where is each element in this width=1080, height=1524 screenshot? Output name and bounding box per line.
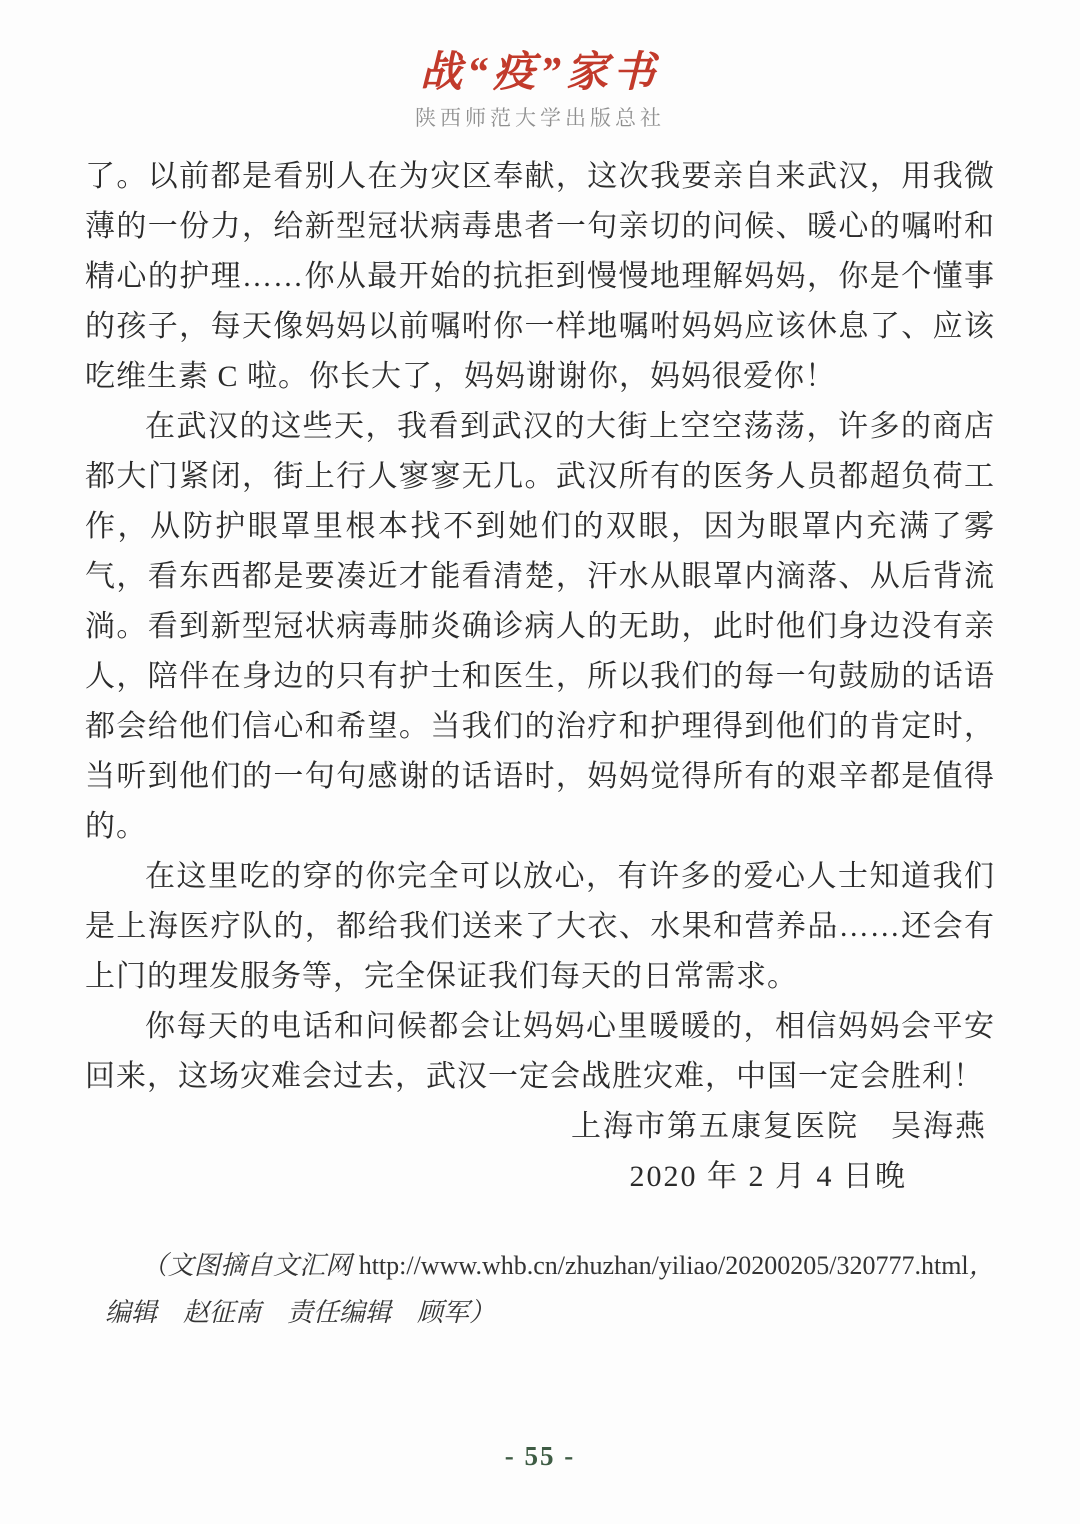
source-note (105, 1242, 995, 1336)
publisher-name: 陕西师范大学出版总社 (415, 107, 665, 131)
letter-paragraph: 在这里吃的穿的你完全可以放心，有许多的爱心人士知道我们是上海医疗队的，都给我们送来了大衣、水果和营养品……还会有上门的理发服务等，完全保证我们每天的日常需求。 (85, 860, 995, 993)
letter-body (85, 152, 995, 1336)
page-number: - 55 - (504, 1441, 576, 1471)
source-url: http://www.whb.cn/zhuzhan/yiliao/20200205/320777.html (358, 1251, 969, 1280)
page-footer (0, 1441, 1080, 1472)
book-title: 战“疫”家书 (419, 50, 660, 96)
source-note-prefix: （文图摘自文汇网 (141, 1251, 359, 1280)
letter-date: 2020 年 2 月 4 日晚 (629, 1160, 907, 1193)
letter-paragraph-continuation: 了。以前都是看别人在为灾区奉献，这次我要亲自来武汉，用我微薄的一份力，给新型冠状病毒患者一句亲切的问候、暖心的嘱咐和精心的护理……你从最开始的抗拒到慢慢地理解妈妈，你是个懂事的孩子，每天像妈妈以前嘱咐你一样地嘱咐妈妈应该休息了、应该吃维生素 C 啦。你长大了，妈妈谢谢你，妈妈很爱你！ (85, 160, 995, 393)
letter-paragraph: 你每天的电话和问候都会让妈妈心里暖暖的，相信妈妈会平安回来，这场灾难会过去，武汉一定会战胜灾难，中国一定会胜利！ (85, 1010, 995, 1093)
signature: 上海市第五康复医院 吴海燕 (571, 1110, 987, 1143)
source-note-suffix: ，编辑 赵征南 责任编辑 顾军） (105, 1251, 995, 1327)
letter-paragraph: 在武汉的这些天，我看到武汉的大街上空空荡荡，许多的商店都大门紧闭，街上行人寥寥无几。武汉所有的医务人员都超负荷工作，从防护眼罩里根本找不到她们的双眼，因为眼罩内充满了雾气，看东西都是要凑近才能看清楚，汗水从眼罩内滴落、从后背流淌。看到新型冠状病毒肺炎确诊病人的无助，此时他们身边没有亲人，陪伴在身边的只有护士和医生，所以我们的每一句鼓励的话语都会给他们信心和希望。当我们的治疗和护理得到他们的肯定时，当听到他们的一句句感谢的话语时，妈妈觉得所有的艰辛都是值得的。 (85, 410, 995, 843)
page-header (0, 50, 1080, 132)
